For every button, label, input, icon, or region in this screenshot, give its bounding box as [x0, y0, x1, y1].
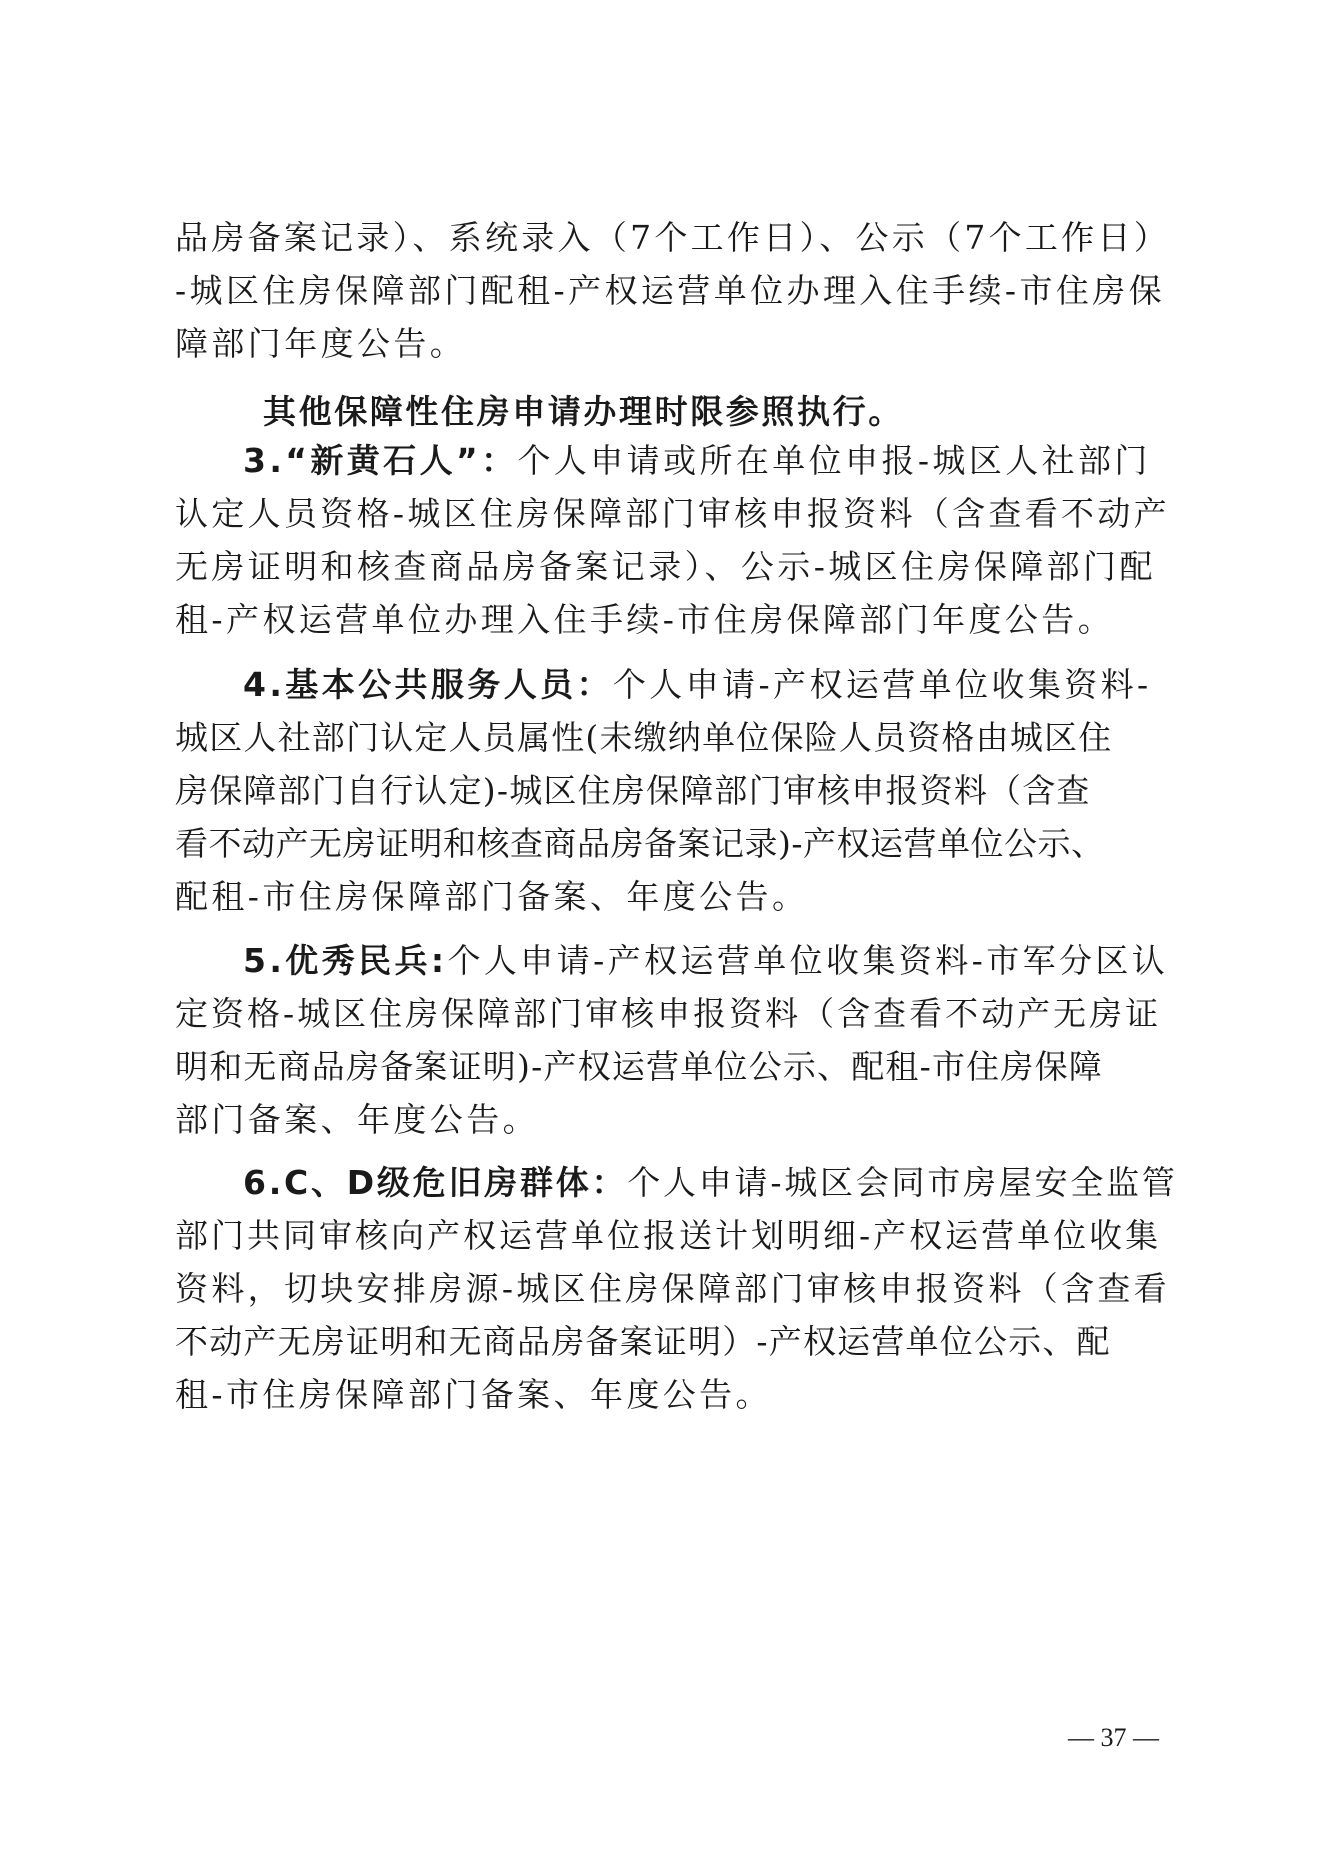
item-first-line-text: 个人申请-产权运营单位收集资料-: [612, 665, 1152, 704]
item-first-line-text: 个人申请-城区会同市房屋安全监管: [627, 1163, 1178, 1202]
text-line: 租-产权运营单位办理入住手续-市住房保障部门年度公告。: [175, 600, 1115, 639]
item-first-line: [243, 441, 1323, 481]
text-line: 看不动产无房证明和核查商品房备案记录)-产权运营单位公示、: [175, 824, 1105, 863]
text-line: -城区住房保障部门配租-产权运营单位办理入住手续-市住房保: [175, 271, 1166, 310]
text-line: 明和无商品房备案证明)-产权运营单位公示、配租-市住房保障: [175, 1047, 1103, 1086]
item-first-line: [243, 1163, 1323, 1203]
item-label: 6.C、D级危旧房群体：: [243, 1163, 628, 1202]
text-line: 房保障部门自行认定)-城区住房保障部门审核申报资料（含查: [175, 771, 1091, 810]
text-line: 部门备案、年度公告。: [175, 1100, 539, 1139]
page-number: — 37 —: [1068, 1723, 1159, 1752]
text-line: 资料，切块安排房源-城区住房保障部门审核申报资料（含查看: [175, 1269, 1170, 1308]
text-line: 不动产无房证明和无商品房备案证明）-产权运营单位公示、配: [175, 1322, 1111, 1361]
text-line: 认定人员资格-城区住房保障部门审核申报资料（含查看不动产: [175, 494, 1170, 533]
text-line: 租-市住房保障部门备案、年度公告。: [175, 1375, 772, 1414]
item-first-line-text: 个人申请-产权运营单位收集资料-市军分区认: [447, 941, 1169, 980]
note-line: 其他保障性住房申请办理时限参照执行。: [263, 392, 904, 431]
item-label: 4.基本公共服务人员：: [243, 665, 613, 704]
text-line: 品房备案记录）、系统录入（7个工作日）、公示（7个工作日）: [175, 218, 1170, 257]
item-first-line: [243, 665, 1323, 705]
text-line: 配租-市住房保障部门备案、年度公告。: [175, 877, 809, 916]
text-line: 城区人社部门认定人员属性(未缴纳单位保险人员资格由城区住: [175, 718, 1113, 757]
text-line: 定资格-城区住房保障部门审核申报资料（含查看不动产无房证: [175, 994, 1162, 1033]
item-first-line-text: 个人申请或所在单位申报-城区人社部门: [517, 441, 1151, 480]
item-label: 3.“新黄石人”：: [243, 441, 518, 480]
item-first-line: [243, 941, 1323, 981]
text-line: 无房证明和核查商品房备案记录）、公示-城区住房保障部门配: [175, 547, 1156, 586]
item-label: 5.优秀民兵:: [243, 941, 448, 980]
text-line: 部门共同审核向产权运营单位报送计划明细-产权运营单位收集: [175, 1216, 1162, 1255]
text-line: 障部门年度公告。: [175, 324, 467, 363]
